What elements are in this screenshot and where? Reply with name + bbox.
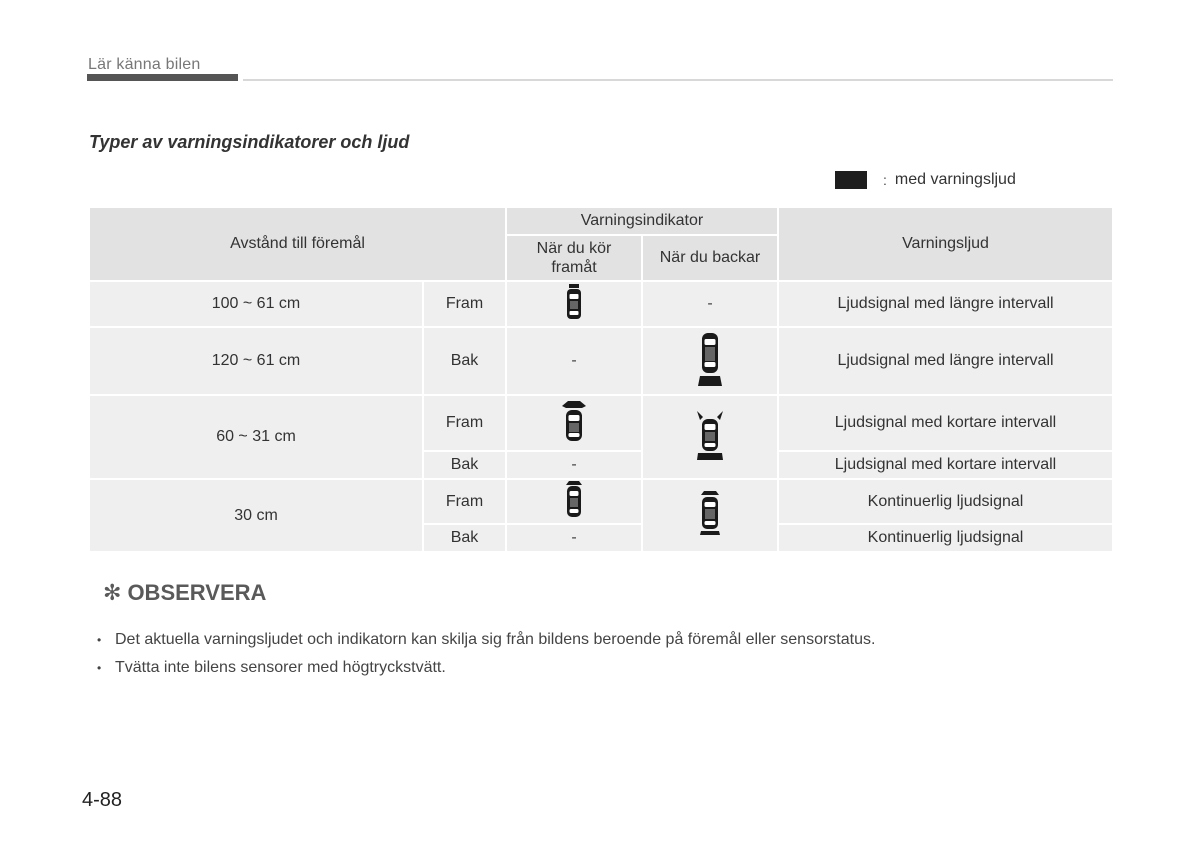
distance-cell: 120 ~ 61 cm [89, 327, 423, 395]
direction-cell: Bak [423, 451, 506, 479]
reverse-indicator-cell [642, 327, 778, 395]
list-item [97, 654, 875, 682]
direction-cell: Fram [423, 479, 506, 524]
table-row [89, 395, 1113, 451]
direction-cell: Fram [423, 281, 506, 327]
header-forward: När du kör framåt [506, 235, 642, 281]
header-sound: Varningsljud [778, 207, 1113, 281]
legend-colon: : [883, 172, 887, 188]
bullet-icon: • [97, 661, 102, 675]
asterisk-icon: ✻ [103, 580, 122, 605]
header-distance: Avstånd till föremål [89, 207, 506, 281]
car-front-mid-icon [560, 400, 588, 447]
warning-table [88, 206, 1114, 553]
header-reverse: När du backar [642, 235, 778, 281]
table-row [89, 479, 1113, 524]
sound-cell: Ljudsignal med kortare intervall [778, 395, 1113, 451]
legend [835, 170, 1016, 190]
header-rule [243, 79, 1113, 81]
running-header: Lär känna bilen [88, 56, 201, 73]
note-text: Tvätta inte bilens sensorer med högtryckstvätt. [115, 659, 446, 676]
distance-cell: 60 ~ 31 cm [89, 395, 423, 479]
sound-cell: Ljudsignal med längre intervall [778, 327, 1113, 395]
forward-indicator-cell: - [506, 451, 642, 479]
distance-cell: 100 ~ 61 cm [89, 281, 423, 327]
sound-cell: Ljudsignal med längre intervall [778, 281, 1113, 327]
car-rear-far-icon [697, 331, 723, 392]
forward-indicator-cell [506, 479, 642, 524]
car-all-near-icon [698, 490, 722, 541]
header-indicator-group: Varningsindikator [506, 207, 778, 235]
observera-title: OBSERVERA [127, 580, 267, 605]
sound-cell: Kontinuerlig ljudsignal [778, 524, 1113, 552]
table-row [89, 281, 1113, 327]
car-front-far-icon [566, 284, 582, 325]
header-bar [87, 74, 238, 81]
note-text: Det aktuella varningsljudet och indikatorn kan skilja sig från bildens beroende på föremål eller sensorstatus. [115, 631, 876, 648]
car-front-near-icon [564, 480, 584, 523]
car-all-mid-icon [695, 409, 725, 466]
reverse-indicator-cell [642, 395, 778, 479]
direction-cell: Fram [423, 395, 506, 451]
forward-indicator-cell: - [506, 327, 642, 395]
legend-swatch [835, 171, 867, 189]
table-row [89, 327, 1113, 395]
bullet-icon: • [97, 633, 102, 647]
page-number: 4-88 [82, 789, 123, 811]
forward-indicator-cell: - [506, 524, 642, 552]
distance-cell: 30 cm [89, 479, 423, 552]
observera-notes [97, 626, 875, 682]
section-title: Typer av varningsindikatorer och ljud [89, 132, 410, 152]
sound-cell: Ljudsignal med kortare intervall [778, 451, 1113, 479]
forward-indicator-cell [506, 281, 642, 327]
forward-indicator-cell [506, 395, 642, 451]
reverse-indicator-cell: - [642, 281, 778, 327]
observera-heading [103, 580, 266, 606]
direction-cell: Bak [423, 327, 506, 395]
reverse-indicator-cell [642, 479, 778, 552]
legend-text: med varningsljud [894, 171, 1016, 188]
list-item [97, 626, 875, 654]
direction-cell: Bak [423, 524, 506, 552]
sound-cell: Kontinuerlig ljudsignal [778, 479, 1113, 524]
